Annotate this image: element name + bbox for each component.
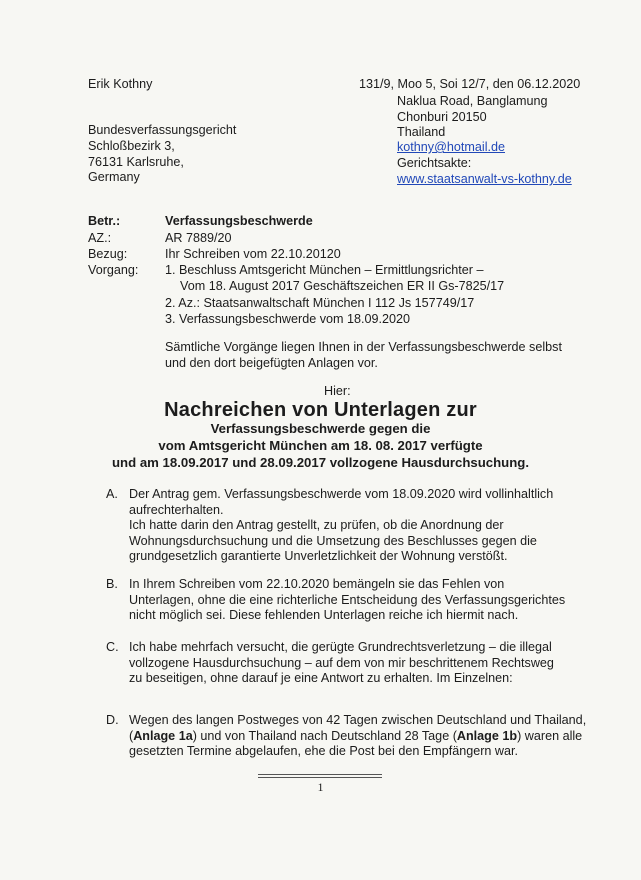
sender-address-line3: Chonburi 20150 (397, 110, 487, 124)
subtitle-line1: Verfassungsbeschwerde gegen die (210, 421, 431, 436)
website-link[interactable]: www.staatsanwalt-vs-kothny.de (397, 172, 572, 186)
section-d-marker: D. (106, 713, 119, 727)
bezug-label: Bezug: (88, 247, 128, 261)
sender-name: Erik Kothny (88, 77, 153, 91)
section-b-text: In Ihrem Schreiben vom 22.10.2020 bemängeln sie das Fehlen von Unterlagen, ohne die eine richterliche Entscheidung des Verfassungsgerichtes nicht möglich sei. Diese fehlenden Unterlagen reiche ich hiermit nach. (129, 577, 566, 623)
section-a-text2: Ich hatte darin den Antrag gestellt, zu prüfen, ob die Anordnung der Wohnungsdurchsuchung und die Umsetzung des Beschlusses gegen die grundgesetzlich garantierte Unverletzlichkeit der Wohnung verstößt. (129, 518, 537, 564)
section-b-marker: B. (106, 577, 118, 591)
section-c-text: Ich habe mehrfach versucht, die gerügte Grundrechtsverletzung – die illegal vollzogene Hausdurchsuchung – auf dem von mir beschrittenem Rechtsweg zu beseitigen, ohne darauf je eine Antwort zu erhalten. Im Einzelnen: (129, 640, 554, 686)
subtitle-line2: vom Amtsgericht München am 18. 08. 2017 verfügte (158, 438, 483, 453)
footer-rule-top (258, 774, 382, 775)
section-a-text: Der Antrag gem. Verfassungsbeschwerde vom 18.09.2020 wird vollinhaltlich aufrechterhalten. (129, 487, 554, 517)
vorgang-item-1-detail: Vom 18. August 2017 Geschäftszeichen ER II Gs-7825/17 (180, 279, 505, 293)
hier-label: Hier: (324, 384, 351, 398)
section-c-marker: C. (106, 640, 119, 654)
email-link[interactable]: kothny@hotmail.de (397, 140, 505, 154)
note-line2: und den dort beigefügten Anlagen vor. (165, 356, 378, 370)
vorgang-item-2: 2. Az.: Staatsanwaltschaft München I 112 Js 157749/17 (165, 296, 475, 310)
recipient-line1: Bundesverfassungsgericht (88, 123, 237, 137)
recipient-line2: Schloßbezirk 3, (88, 139, 175, 153)
sender-address-line4: Thailand (397, 125, 446, 139)
betr-label: Betr.: (88, 214, 121, 228)
anlage-1a-ref: Anlage 1a (133, 728, 193, 743)
sender-address-line2: Naklua Road, Banglamung (397, 94, 548, 108)
az-value: AR 7889/20 (165, 231, 232, 245)
vorgang-label: Vorgang: (88, 263, 139, 277)
note-line1: Sämtliche Vorgänge liegen Ihnen in der Verfassungsbeschwerde selbst (165, 340, 562, 354)
section-a-marker: A. (106, 487, 118, 501)
recipient-line4: Germany (88, 170, 140, 184)
subtitle-line3: und am 18.09.2017 und 28.09.2017 vollzogene Hausdurchsuchung. (111, 455, 530, 470)
recipient-line3: 76131 Karlsruhe, (88, 155, 184, 169)
section-d-text-pre: Wegen des langen Postweges von 42 Tagen zwischen Deutschland und Thailand, (129, 713, 587, 727)
az-label: AZ.: (88, 231, 112, 245)
page-number: 1 (317, 780, 324, 794)
vorgang-item-3: 3. Verfassungsbeschwerde vom 18.09.2020 (165, 312, 411, 326)
anlage-1b-ref: Anlage 1b (456, 728, 518, 743)
section-d-text: Wegen des langen Postweges von 42 Tagen zwischen Deutschland und Thailand, (Anlage 1a) und von Thailand nach Deutschland 28 Tage (Anlage 1b) waren alle gesetzten Termine abgelaufen, ehe die Post bei den Empfängern war. (129, 713, 587, 759)
section-d-text-post: ) waren alle gesetzten Termine abgelaufen, ehe die Post bei den Empfängern war. (129, 728, 583, 759)
section-d-text-mid: ) und von Thailand nach Deutschland 28 Tage ( (192, 728, 457, 743)
page-title: Nachreichen von Unterlagen zur (164, 399, 477, 421)
sender-address-line1: 131/9, Moo 5, Soi 12/7, den 06.12.2020 (359, 77, 581, 91)
vorgang-item-1: 1. Beschluss Amtsgericht München – Ermittlungsrichter – (165, 263, 484, 277)
bezug-value: Ihr Schreiben vom 22.10.20120 (165, 247, 341, 261)
footer-rule-bottom (258, 777, 382, 778)
akte-label: Gerichtsakte: (397, 156, 472, 170)
betr-value: Verfassungsbeschwerde (165, 214, 313, 228)
